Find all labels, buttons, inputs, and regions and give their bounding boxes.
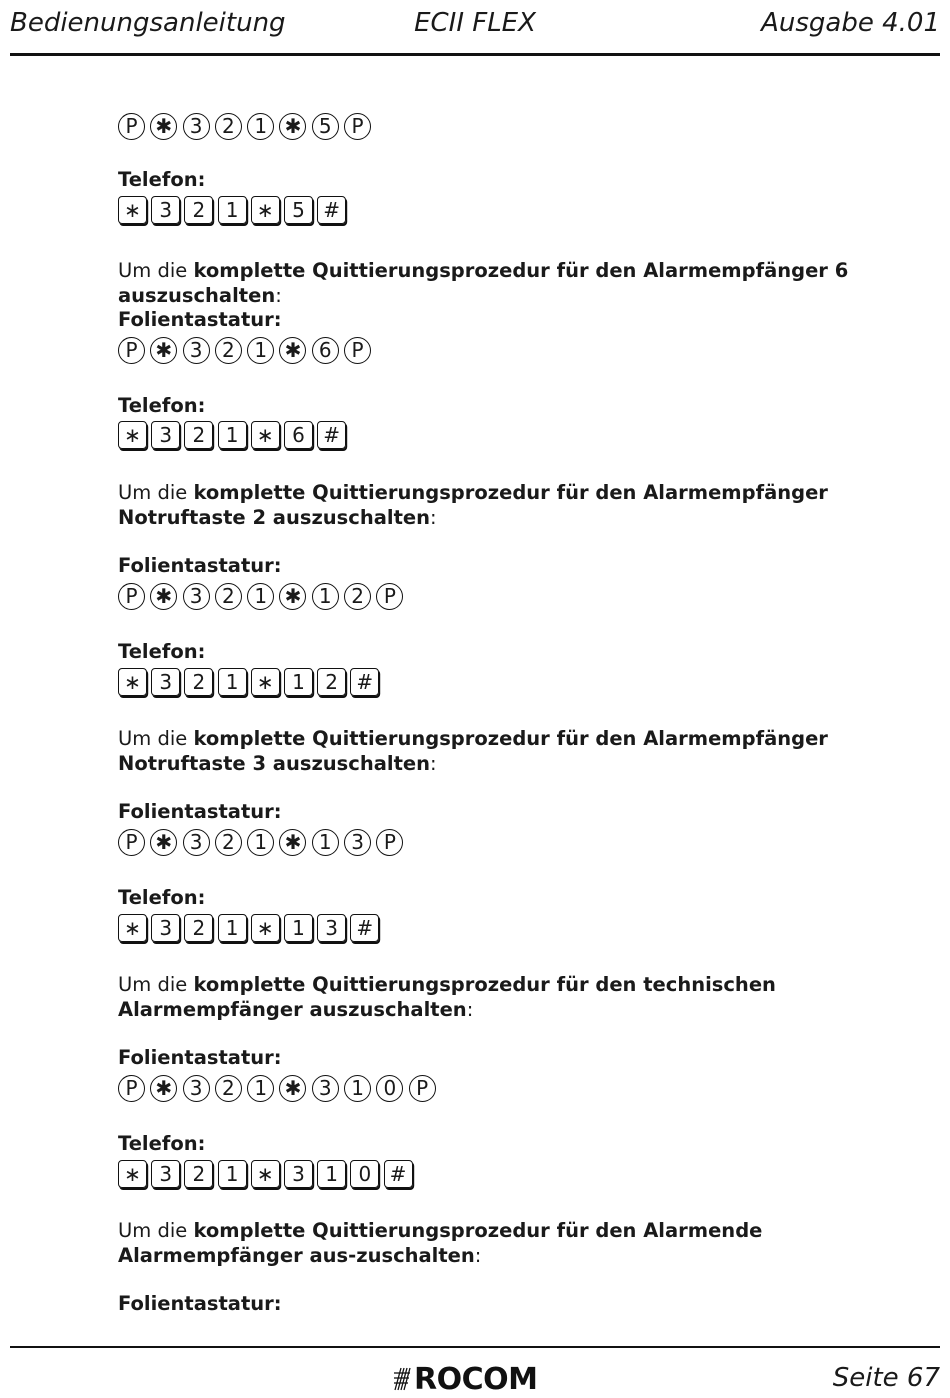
membrane-key-icon: 1 <box>344 1075 371 1102</box>
folientastatur-sequence <box>118 1071 441 1105</box>
membrane-key-icon: 2 <box>215 1075 242 1102</box>
membrane-key-icon: 6 <box>312 337 339 364</box>
header-product-name: ECII FLEX <box>414 8 536 38</box>
instruction-prefix: Um die <box>118 259 194 282</box>
folientastatur-label: Folientastatur: <box>118 554 282 577</box>
phone-key-icon: 3 <box>151 668 180 696</box>
membrane-key-icon: 3 <box>344 829 371 856</box>
membrane-key-icon: 3 <box>183 113 210 140</box>
phone-key-icon: 2 <box>184 668 213 696</box>
instruction-suffix: : <box>430 506 437 529</box>
membrane-key-icon: ✱ <box>150 113 177 140</box>
membrane-key-icon: 1 <box>312 583 339 610</box>
instruction-prefix: Um die <box>118 1219 194 1242</box>
membrane-key-icon: P <box>376 583 403 610</box>
folientastatur-sequence <box>118 825 409 859</box>
phone-key-icon: 3 <box>151 421 180 449</box>
phone-key-icon: 3 <box>151 1160 180 1188</box>
logo-mark-icon <box>394 1366 412 1392</box>
phone-key-icon: # <box>350 668 379 696</box>
membrane-key-icon: P <box>118 829 145 856</box>
folientastatur-sequence <box>118 109 376 143</box>
telefon-sequence <box>118 418 350 452</box>
membrane-key-icon: P <box>409 1075 436 1102</box>
phone-key-icon: ∗ <box>251 914 280 942</box>
membrane-key-icon: ✱ <box>150 337 177 364</box>
membrane-key-icon: ✱ <box>279 829 306 856</box>
phone-key-icon: ∗ <box>251 1160 280 1188</box>
phone-key-icon: 1 <box>218 914 247 942</box>
telefon-label: Telefon: <box>118 886 206 909</box>
phone-key-icon: ∗ <box>118 196 147 224</box>
phone-key-icon: ∗ <box>251 196 280 224</box>
membrane-key-icon: 5 <box>312 113 339 140</box>
instruction-paragraph <box>118 258 918 308</box>
membrane-key-icon: 1 <box>247 113 274 140</box>
instruction-paragraph <box>118 1218 918 1268</box>
instruction-bold: komplette Quittierungsprozedur für den technischen Alarmempfänger auszuschalten <box>118 973 776 1021</box>
instruction-suffix: : <box>430 752 437 775</box>
phone-key-icon: 5 <box>284 196 313 224</box>
membrane-key-icon: 2 <box>215 829 242 856</box>
phone-key-icon: 1 <box>218 1160 247 1188</box>
membrane-key-icon: ✱ <box>279 1075 306 1102</box>
membrane-key-icon: 2 <box>344 583 371 610</box>
folientastatur-label: Folientastatur: <box>118 1046 282 1069</box>
phone-key-icon: 1 <box>317 1160 346 1188</box>
rocom-logo <box>394 1363 537 1395</box>
membrane-key-icon: 3 <box>183 829 210 856</box>
telefon-sequence <box>118 911 384 945</box>
instruction-suffix: : <box>275 284 282 307</box>
membrane-key-icon: P <box>118 113 145 140</box>
membrane-key-icon: 1 <box>312 829 339 856</box>
phone-key-icon: ∗ <box>118 1160 147 1188</box>
telefon-label: Telefon: <box>118 394 206 417</box>
membrane-key-icon: 1 <box>247 829 274 856</box>
phone-key-icon: 2 <box>184 196 213 224</box>
membrane-key-icon: 2 <box>215 583 242 610</box>
telefon-sequence <box>118 665 384 699</box>
folientastatur-sequence <box>118 333 376 367</box>
telefon-label: Telefon: <box>118 640 206 663</box>
membrane-key-icon: 1 <box>247 583 274 610</box>
membrane-key-icon: P <box>118 583 145 610</box>
instruction-bold: komplette Quittierungsprozedur für den Alarmempfänger Notruftaste 3 auszuschalten <box>118 727 828 775</box>
header-edition: Ausgabe 4.01 <box>761 8 940 38</box>
telefon-sequence <box>118 1157 417 1191</box>
instruction-prefix: Um die <box>118 481 194 504</box>
instruction-paragraph <box>118 480 918 530</box>
phone-key-icon: 1 <box>218 196 247 224</box>
folientastatur-label: Folientastatur: <box>118 1292 282 1315</box>
phone-key-icon: 1 <box>284 668 313 696</box>
membrane-key-icon: 0 <box>376 1075 403 1102</box>
membrane-key-icon: P <box>118 1075 145 1102</box>
membrane-key-icon: ✱ <box>279 583 306 610</box>
membrane-key-icon: 3 <box>183 337 210 364</box>
membrane-key-icon: 1 <box>247 337 274 364</box>
instruction-bold: komplette Quittierungsprozedur für den Alarmempfänger 6 auszuschalten <box>118 259 849 307</box>
phone-key-icon: 1 <box>218 668 247 696</box>
membrane-key-icon: ✱ <box>150 829 177 856</box>
membrane-key-icon: P <box>344 337 371 364</box>
phone-key-icon: 3 <box>151 914 180 942</box>
membrane-key-icon: 3 <box>183 583 210 610</box>
instruction-paragraph <box>118 726 918 776</box>
header-manual-title: Bedienungsanleitung <box>10 8 286 38</box>
page-number: Seite 67 <box>832 1363 940 1393</box>
folientastatur-sequence <box>118 579 409 613</box>
phone-key-icon: # <box>350 914 379 942</box>
phone-key-icon: 2 <box>184 421 213 449</box>
footer-rule <box>10 1346 940 1348</box>
phone-key-icon: 1 <box>218 421 247 449</box>
phone-key-icon: # <box>317 196 346 224</box>
membrane-key-icon: ✱ <box>150 1075 177 1102</box>
membrane-key-icon: P <box>118 337 145 364</box>
membrane-key-icon: 3 <box>312 1075 339 1102</box>
phone-key-icon: ∗ <box>251 421 280 449</box>
phone-key-icon: 6 <box>284 421 313 449</box>
membrane-key-icon: ✱ <box>150 583 177 610</box>
phone-key-icon: 2 <box>184 914 213 942</box>
telefon-sequence <box>118 193 350 227</box>
phone-key-icon: 2 <box>184 1160 213 1188</box>
phone-key-icon: 2 <box>317 668 346 696</box>
telefon-label: Telefon: <box>118 168 206 191</box>
instruction-suffix: : <box>466 998 474 1021</box>
membrane-key-icon: 3 <box>183 1075 210 1102</box>
header-rule <box>10 53 940 56</box>
phone-key-icon: # <box>384 1160 413 1188</box>
membrane-key-icon: 2 <box>215 113 242 140</box>
membrane-key-icon: 2 <box>215 337 242 364</box>
membrane-key-icon: ✱ <box>279 337 306 364</box>
phone-key-icon: 3 <box>151 196 180 224</box>
phone-key-icon: ∗ <box>118 668 147 696</box>
membrane-key-icon: P <box>376 829 403 856</box>
phone-key-icon: 3 <box>284 1160 313 1188</box>
membrane-key-icon: P <box>344 113 371 140</box>
instruction-bold: komplette Quittierungsprozedur für den Alarmempfänger Notruftaste 2 auszuschalten <box>118 481 828 529</box>
instruction-prefix: Um die <box>118 727 194 750</box>
phone-key-icon: 1 <box>284 914 313 942</box>
folientastatur-label: Folientastatur: <box>118 800 282 823</box>
membrane-key-icon: 1 <box>247 1075 274 1102</box>
phone-key-icon: ∗ <box>251 668 280 696</box>
instruction-paragraph <box>118 972 918 1022</box>
telefon-label: Telefon: <box>118 1132 206 1155</box>
phone-key-icon: ∗ <box>118 914 147 942</box>
membrane-key-icon: ✱ <box>279 113 306 140</box>
page-header <box>10 6 940 46</box>
instruction-bold: komplette Quittierungsprozedur für den Alarmende Alarmempfänger aus-zuschalten <box>118 1219 763 1267</box>
logo-text: ROCOM <box>414 1361 538 1397</box>
phone-key-icon: # <box>317 421 346 449</box>
phone-key-icon: ∗ <box>118 421 147 449</box>
phone-key-icon: 0 <box>350 1160 379 1188</box>
folientastatur-label: Folientastatur: <box>118 308 282 331</box>
instruction-prefix: Um die <box>118 973 194 996</box>
phone-key-icon: 3 <box>317 914 346 942</box>
instruction-suffix: : <box>474 1244 482 1267</box>
